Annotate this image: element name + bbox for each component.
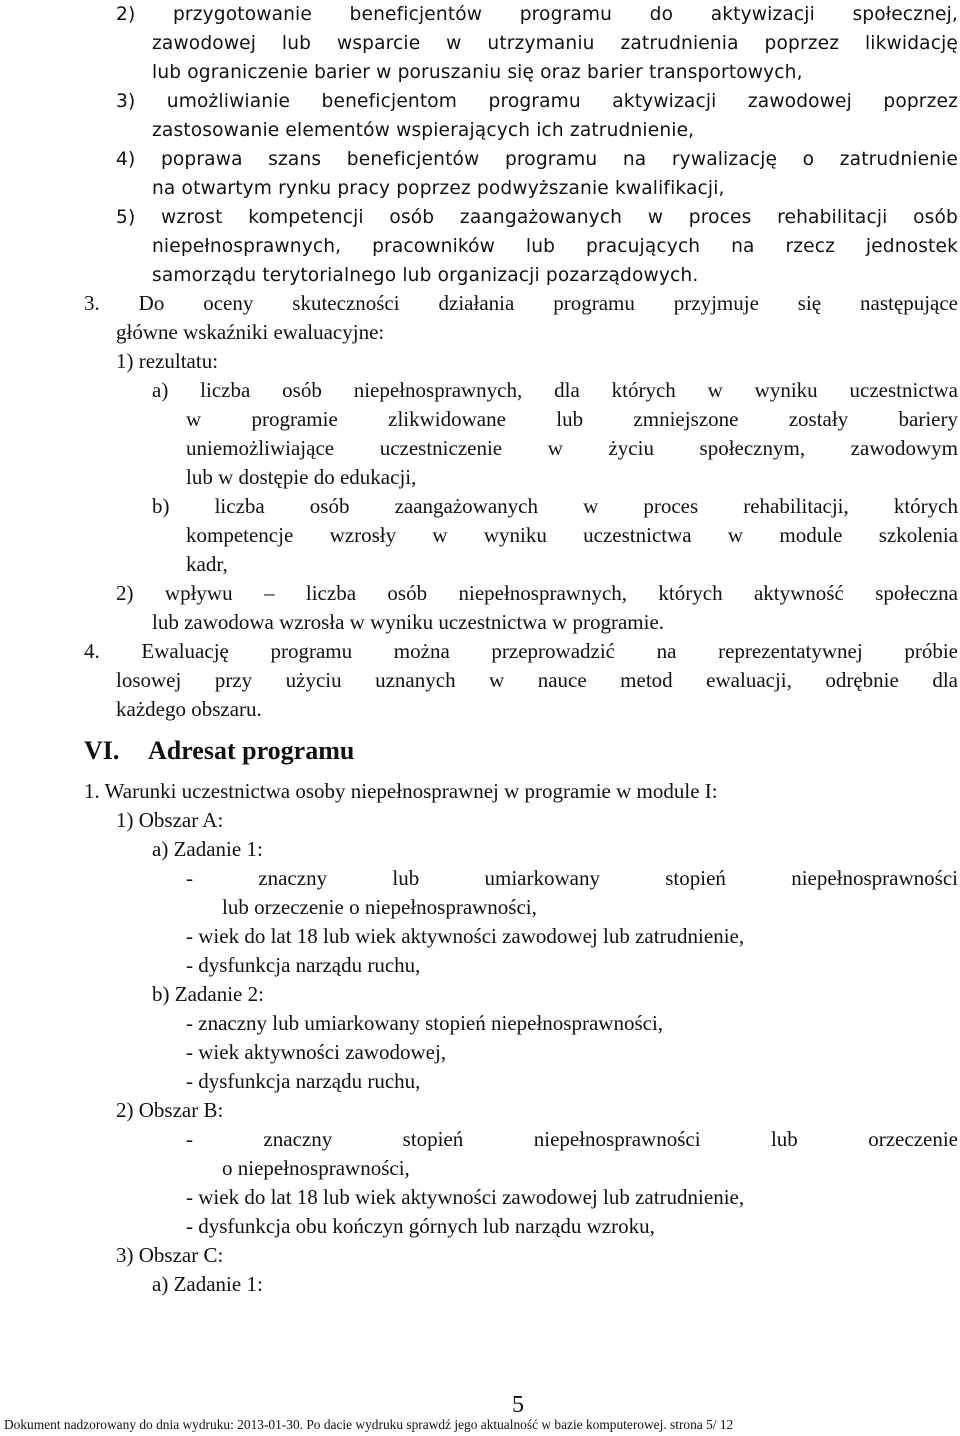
indicator-b-line-2: kompetencje wzrosły w wyniku uczestnictwa w module szkolenia [186, 523, 958, 547]
area-a-task-2-label: b) Zadanie 2: [152, 982, 264, 1006]
area-b-condition-1-line-1: - znaczny stopień niepełnosprawności lub orzeczenie [186, 1127, 958, 1151]
indicator-a-line-4: lub w dostępie do edukacji, [186, 465, 417, 489]
indicator-a-line-1: a) liczba osób niepełnosprawnych, dla których w wyniku uczestnictwa [152, 378, 958, 402]
indicator-b-line-3: kadr, [186, 552, 228, 576]
paragraph-3-line-2: główne wskaźniki ewaluacyjne: [116, 320, 385, 344]
area-a-task-1-label: a) Zadanie 1: [152, 837, 263, 861]
list-item-2-line-1: 2) przygotowanie beneficjentów programu do aktywizacji społecznej, [116, 4, 958, 25]
area-b-label: 2) Obszar B: [116, 1098, 224, 1122]
paragraph-3-line-1: 3. Do oceny skuteczności działania programu przyjmuje się następujące [84, 291, 958, 315]
indicator-impact-line-1: 2) wpływu – liczba osób niepełnosprawnych, których aktywność społeczna [116, 581, 958, 605]
page-number: 5 [512, 1392, 524, 1418]
indicator-b-line-1: b) liczba osób zaangażowanych w proces rehabilitacji, których [152, 494, 958, 518]
area-b-condition-1-line-2: o niepełnosprawności, [222, 1156, 410, 1180]
indicator-results: 1) rezultatu: [116, 349, 219, 373]
indicator-impact-line-2: lub zawodowa wzrosła w wyniku uczestnictwa w programie. [152, 610, 665, 634]
list-item-5-line-2: niepełnosprawnych, pracowników lub pracujących na rzecz jednostek [152, 236, 958, 257]
conditions-intro: 1. Warunki uczestnictwa osoby niepełnosprawnej w programie w module I: [84, 779, 718, 803]
area-a-task-2-condition-3: - dysfunkcja narządu ruchu, [186, 1069, 421, 1093]
paragraph-4-line-1: 4. Ewaluację programu można przeprowadzić na reprezentatywnej próbie [84, 639, 958, 663]
paragraph-4-line-2: losowej przy użyciu uznanych w nauce metod ewaluacji, odrębnie dla [116, 668, 958, 692]
section-title: Adresat programu [148, 736, 355, 765]
indicator-a-line-2: w programie zlikwidowane lub zmniejszone zostały bariery [186, 407, 958, 431]
list-item-2-line-2: zawodowej lub wsparcie w utrzymaniu zatrudnienia poprzez likwidację [152, 33, 958, 54]
area-a-task-1-condition-3: - dysfunkcja narządu ruchu, [186, 953, 421, 977]
area-a-task-1-condition-1-line-2: lub orzeczenie o niepełnosprawności, [222, 895, 537, 919]
list-item-3-line-1: 3) umożliwianie beneficjentom programu aktywizacji zawodowej poprzez [116, 91, 958, 112]
area-a-task-2-condition-2: - wiek aktywności zawodowej, [186, 1040, 447, 1064]
list-item-4-line-2: na otwartym rynku pracy poprzez podwyższanie kwalifikacji, [152, 178, 725, 199]
indicator-a-line-3: uniemożliwiające uczestniczenie w życiu społecznym, zawodowym [186, 436, 958, 460]
area-a-task-2-condition-1: - znaczny lub umiarkowany stopień niepełnosprawności, [186, 1011, 664, 1035]
list-item-3-line-2: zastosowanie elementów wspierających ich zatrudnienie, [152, 120, 695, 141]
list-item-2-line-3: lub ograniczenie barier w poruszaniu się oraz barier transportowych, [152, 62, 803, 83]
list-item-4-line-1: 4) poprawa szans beneficjentów programu na rywalizację o zatrudnienie [116, 149, 958, 170]
document-footer: Dokument nadzorowany do dnia wydruku: 2013-01-30. Po dacie wydruku sprawdź jego aktualność w bazie komputerowej. strona 5/ 12 [4, 1417, 734, 1432]
area-c-label: 3) Obszar C: [116, 1243, 224, 1267]
area-a-task-1-condition-2: - wiek do lat 18 lub wiek aktywności zawodowej lub zatrudnienie, [186, 924, 745, 948]
area-a-task-1-condition-1-line-1: - znaczny lub umiarkowany stopień niepełnosprawności [186, 866, 958, 890]
area-b-condition-2: - wiek do lat 18 lub wiek aktywności zawodowej lub zatrudnienie, [186, 1185, 745, 1209]
paragraph-4-line-3: każdego obszaru. [116, 697, 262, 721]
area-a-label: 1) Obszar A: [116, 808, 224, 832]
area-c-task-1-label: a) Zadanie 1: [152, 1272, 263, 1296]
section-heading [84, 735, 354, 767]
list-item-5-line-1: 5) wzrost kompetencji osób zaangażowanych w proces rehabilitacji osób [116, 207, 958, 228]
area-b-condition-3: - dysfunkcja obu kończyn górnych lub narządu wzroku, [186, 1214, 655, 1238]
section-number: VI. [84, 736, 120, 765]
list-item-5-line-3: samorządu terytorialnego lub organizacji pozarządowych. [152, 265, 699, 286]
